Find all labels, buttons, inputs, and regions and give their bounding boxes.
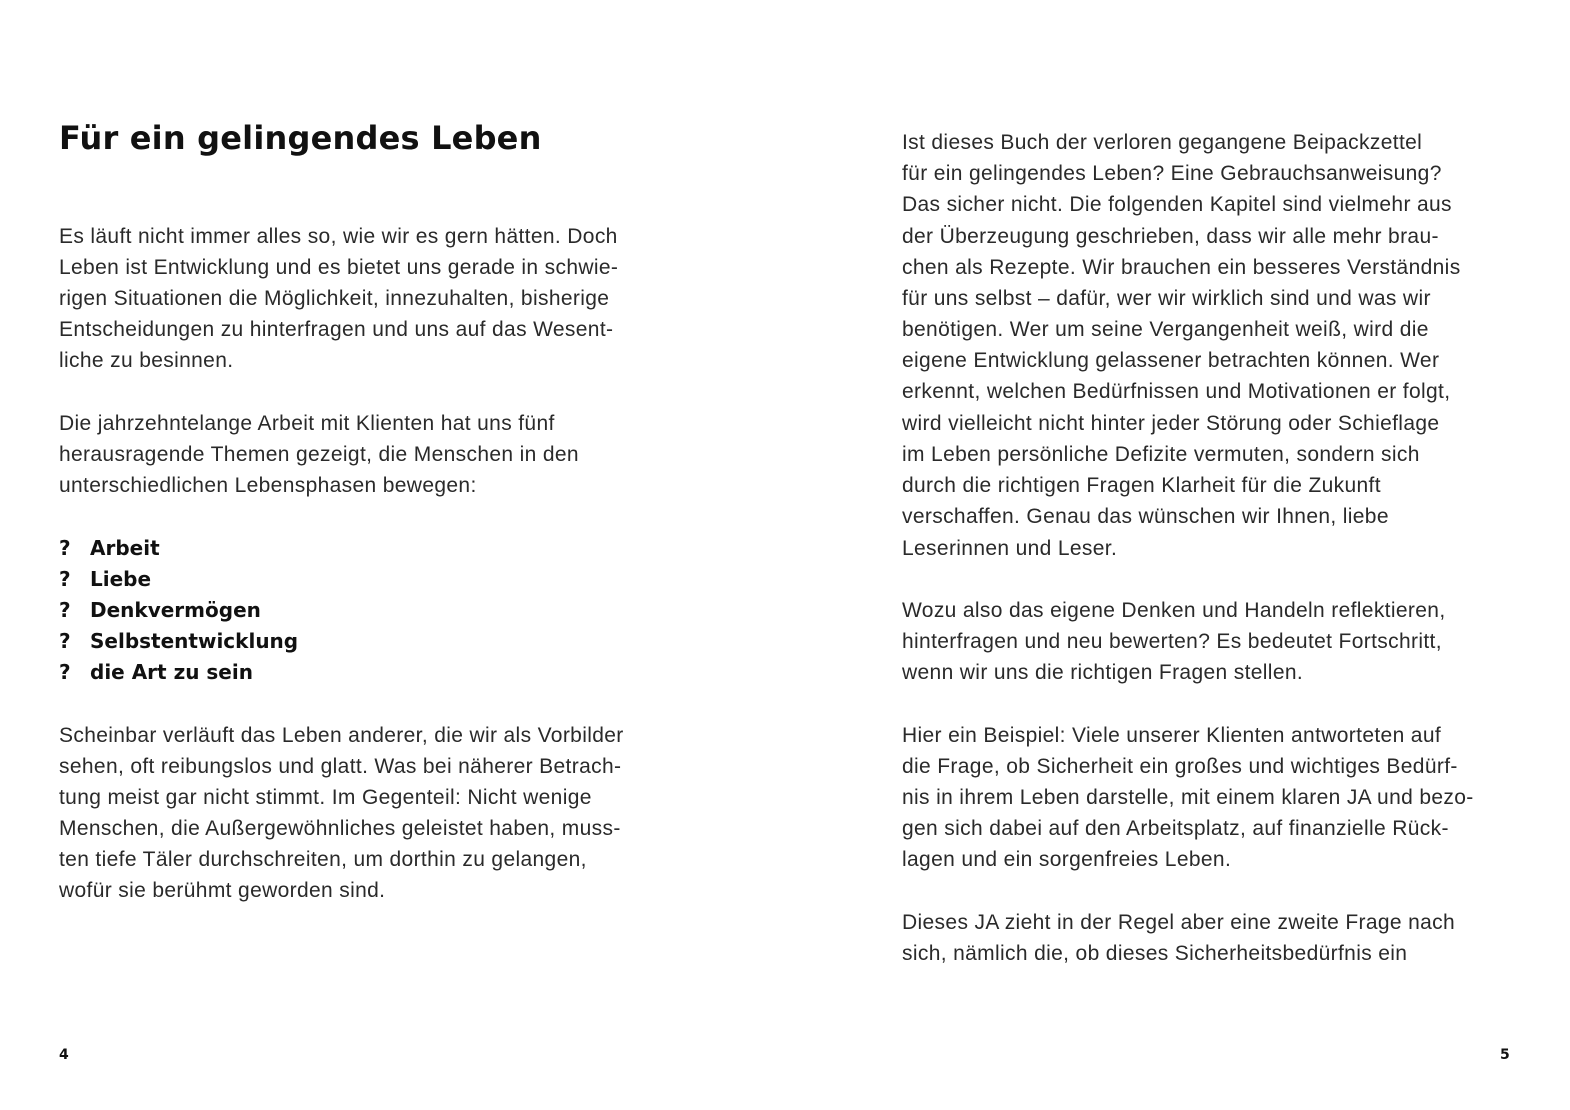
text-line: rigen Situationen die Möglichkeit, innezuhalten, bisherige bbox=[59, 287, 610, 310]
list-item bbox=[59, 657, 253, 688]
list-item-label: die Art zu sein bbox=[90, 660, 253, 684]
text-line: Leserinnen und Leser. bbox=[902, 537, 1118, 560]
page-number-left: 4 bbox=[59, 1047, 69, 1063]
text-line: für uns selbst – dafür, wer wir wirklich sind und was wir bbox=[902, 287, 1431, 310]
text-line: der Überzeugung geschrieben, dass wir alle mehr brau- bbox=[902, 225, 1439, 248]
text-line: Scheinbar verläuft das Leben anderer, die wir als Vorbilder bbox=[59, 724, 624, 747]
text-line: nis in ihrem Leben darstelle, mit einem klaren JA und bezo- bbox=[902, 786, 1474, 809]
list-item-label: Liebe bbox=[90, 567, 152, 591]
bullet-marker: ? bbox=[59, 536, 71, 560]
text-line: gen sich dabei auf den Arbeitsplatz, auf finanzielle Rück- bbox=[902, 817, 1449, 840]
bullet-marker: ? bbox=[59, 567, 71, 591]
text-line: eigene Entwicklung gelassener betrachten können. Wer bbox=[902, 349, 1440, 372]
text-line: Entscheidungen zu hinterfragen und uns auf das Wesent- bbox=[59, 318, 614, 341]
list-item bbox=[59, 626, 298, 657]
text-line: Hier ein Beispiel: Viele unserer Klienten antworteten auf bbox=[902, 724, 1442, 747]
list-item-label: Arbeit bbox=[90, 536, 160, 560]
text-line: wofür sie berühmt geworden sind. bbox=[59, 879, 386, 902]
text-line: Das sicher nicht. Die folgenden Kapitel sind vielmehr aus bbox=[902, 193, 1452, 216]
text-line: liche zu besinnen. bbox=[59, 349, 234, 372]
text-line: herausragende Themen gezeigt, die Menschen in den bbox=[59, 443, 579, 466]
text-line: Dieses JA zieht in der Regel aber eine zweite Frage nach bbox=[902, 911, 1456, 934]
text-line: benötigen. Wer um seine Vergangenheit weiß, wird die bbox=[902, 318, 1429, 341]
chapter-heading: Für ein gelingendes Leben bbox=[59, 119, 542, 157]
text-line: chen als Rezepte. Wir brauchen ein besseres Verständnis bbox=[902, 256, 1461, 279]
text-line: hinterfragen und neu bewerten? Es bedeutet Fortschritt, bbox=[902, 630, 1442, 653]
text-line: erkennt, welchen Bedürfnissen und Motivationen er folgt, bbox=[902, 380, 1451, 403]
text-line: Wozu also das eigene Denken und Handeln reflektieren, bbox=[902, 599, 1446, 622]
text-line: Menschen, die Außergewöhnliches geleistet haben, muss- bbox=[59, 817, 621, 840]
text-line: Die jahrzehntelange Arbeit mit Klienten hat uns fünf bbox=[59, 412, 555, 435]
list-item bbox=[59, 564, 151, 595]
text-line: sich, nämlich die, ob dieses Sicherheitsbedürfnis ein bbox=[902, 942, 1408, 965]
bullet-marker: ? bbox=[59, 629, 71, 653]
text-line: unterschiedlichen Lebensphasen bewegen: bbox=[59, 474, 477, 497]
text-line: im Leben persönliche Defizite vermuten, sondern sich bbox=[902, 443, 1420, 466]
text-line: Ist dieses Buch der verloren gegangene Beipackzettel bbox=[902, 131, 1423, 154]
list-item bbox=[59, 595, 261, 626]
text-line: durch die richtigen Fragen Klarheit für die Zukunft bbox=[902, 474, 1381, 497]
text-line: Es läuft nicht immer alles so, wie wir es gern hätten. Doch bbox=[59, 225, 618, 248]
bullet-marker: ? bbox=[59, 598, 71, 622]
text-line: wird vielleicht nicht hinter jeder Störung oder Schieflage bbox=[902, 412, 1440, 435]
list-item bbox=[59, 533, 160, 564]
text-line: sehen, oft reibungslos und glatt. Was bei näherer Betrach- bbox=[59, 755, 622, 778]
text-line: lagen und ein sorgenfreies Leben. bbox=[902, 848, 1232, 871]
text-line: die Frage, ob Sicherheit ein großes und wichtiges Bedürf- bbox=[902, 755, 1458, 778]
page-number-right: 5 bbox=[1500, 1047, 1510, 1063]
bullet-marker: ? bbox=[59, 660, 71, 684]
text-line: für ein gelingendes Leben? Eine Gebrauchsanweisung? bbox=[902, 162, 1442, 185]
text-line: tung meist gar nicht stimmt. Im Gegenteil: Nicht wenige bbox=[59, 786, 592, 809]
text-line: ten tiefe Täler durchschreiten, um dorthin zu gelangen, bbox=[59, 848, 587, 871]
list-item-label: Selbstentwicklung bbox=[90, 629, 299, 653]
list-item-label: Denkvermögen bbox=[90, 598, 261, 622]
text-line: wenn wir uns die richtigen Fragen stellen. bbox=[902, 661, 1304, 684]
text-line: verschaffen. Genau das wünschen wir Ihnen, liebe bbox=[902, 505, 1389, 528]
text-line: Leben ist Entwicklung und es bietet uns gerade in schwie- bbox=[59, 256, 619, 279]
